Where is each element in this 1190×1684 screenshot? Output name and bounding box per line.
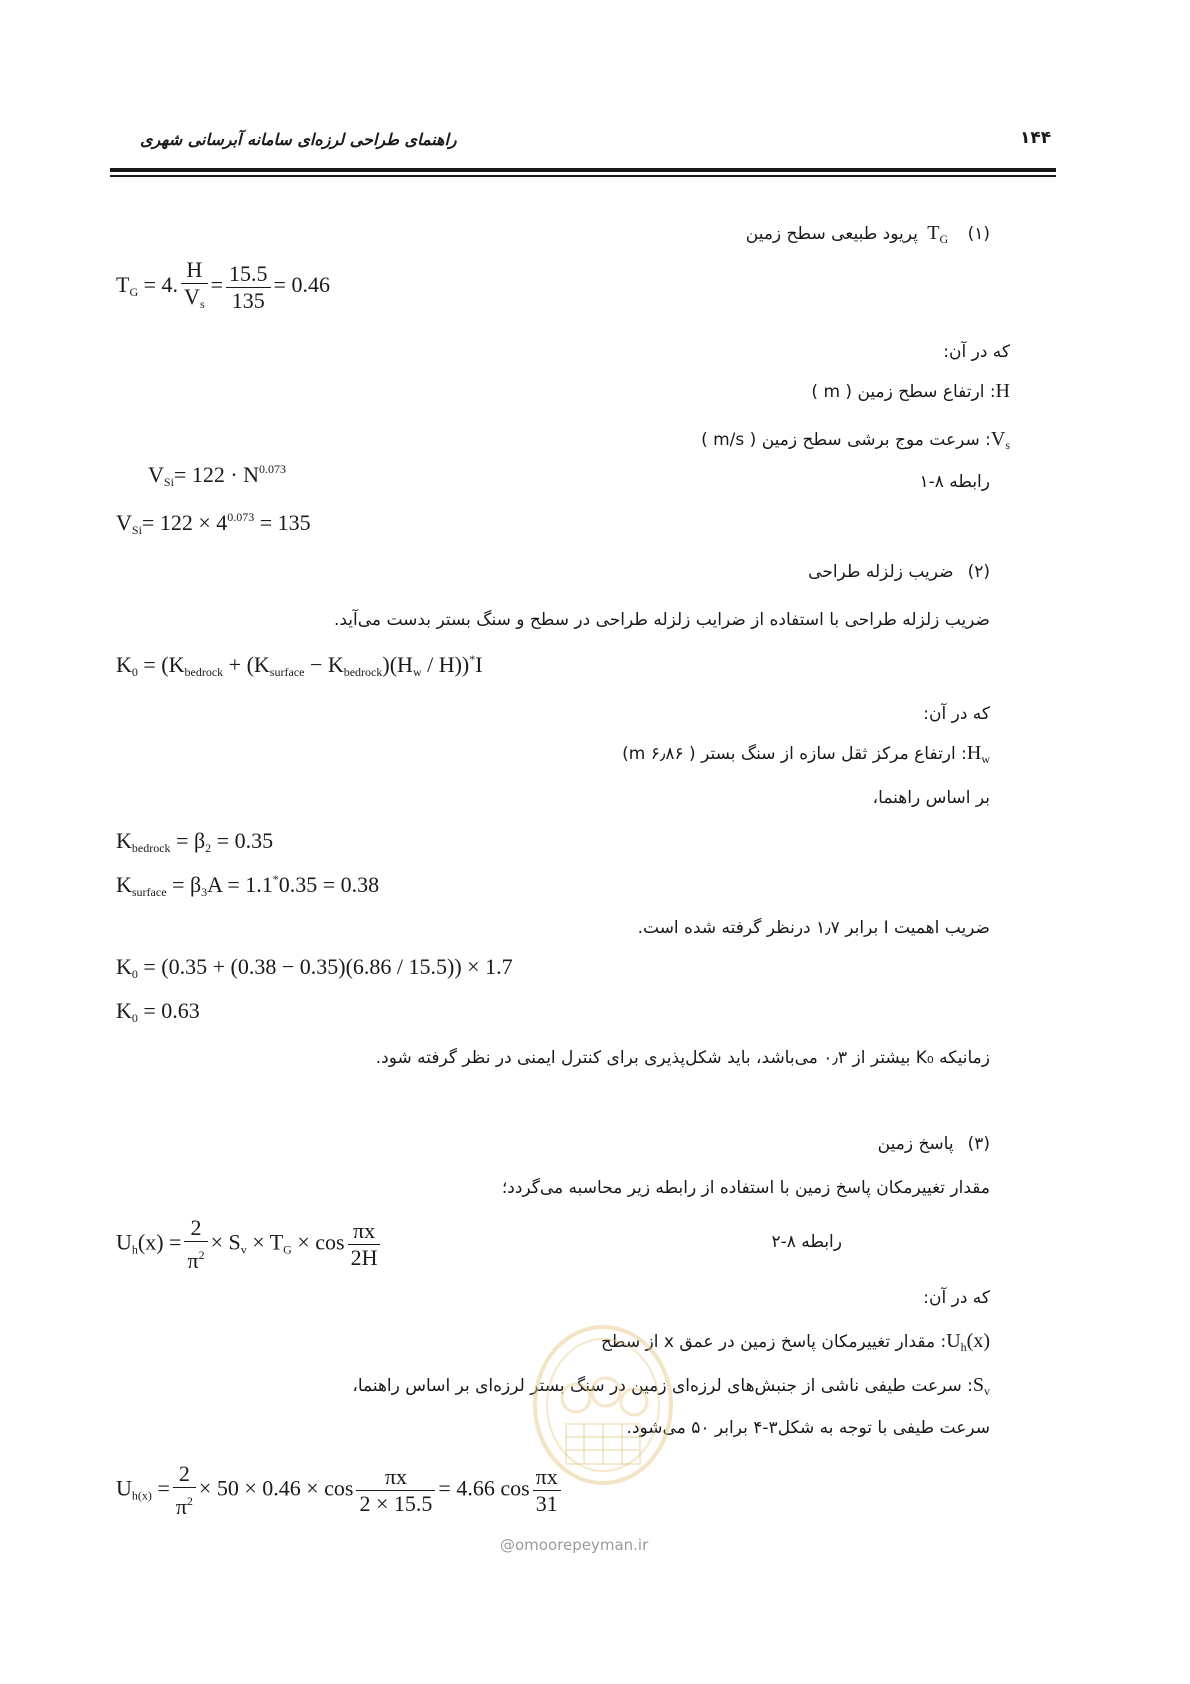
importance-factor-text: ضریب اهمیت I برابر ۱٫۷ درنظر گرفته شده است.	[637, 918, 990, 938]
k0-calc: $K_0 = (0.35 + (0.38 - 0.35)(6.86 / 15.5)) \times 1.7$	[116, 954, 513, 981]
def-vs-text: : سرعت موج برشی سطح زمین ( m/s )	[701, 430, 991, 450]
section1-where: که در آن:	[943, 342, 1010, 362]
def-h-text: : ارتفاع سطح زمین ( m )	[811, 382, 996, 402]
page-number: ۱۴۴	[1020, 128, 1052, 148]
section2-number: (۲)	[967, 562, 990, 582]
header-rule-thick	[110, 168, 1056, 172]
ductility-note: زمانیکه K₀ بیشتر از ۰٫۳ می‌باشد، باید شکل‌پذیری برای کنترل ایمنی در نظر گرفته شود.	[375, 1048, 990, 1068]
tg-formula: $T_G = 4$. $\frac{H}{V_s}$ = $\frac{15.5}{135}$ = 0.46	[116, 258, 330, 316]
def-h-symbol: H	[995, 380, 1010, 402]
uh-fraction-1: $\frac{2}{\pi^2}$	[184, 1216, 207, 1273]
def-vs	[701, 428, 1010, 453]
section1-symbol: $T_G$	[927, 222, 949, 246]
k0-formula: $K_0 = (K_{bedrock} + (K_{surface} - K_{bedrock})(H_w / H))^*I$	[116, 652, 483, 679]
vsi-calc: $V_{Si}= 122 \times 4^{0.073} = 135$	[116, 510, 311, 537]
section3-heading	[878, 1134, 990, 1154]
section2-title: ضریب زلزله طراحی	[808, 562, 954, 582]
vsi-formula: $V_{Si}= 122 \cdot N^{0.073}$	[148, 462, 287, 489]
relation-8-1-label: رابطه ۸-۱	[919, 472, 990, 492]
kbedrock-formula: $K_{bedrock} = \beta_2 = 0.35$	[116, 828, 274, 855]
uh-calc-fraction-2: $\frac{\pi x}{2 \times 15.5}$	[356, 1465, 435, 1516]
ksurface-formula: $K_{surface} = \beta_3A = 1.1^*0.35 = 0.38$	[116, 872, 380, 899]
uh-calc: $U_{h(x)}$ = $\frac{2}{\pi^2}$ × 50 × 0.46 × cos $\frac{\pi x}{2 \times 15.5}$ = 4.66 cos $\frac{\pi x}{31}$	[116, 1462, 564, 1519]
def-hw-symbol: $H_w$	[966, 742, 990, 766]
uh-calc-fraction-3: $\frac{\pi x}{31}$	[533, 1465, 561, 1516]
watermark-seal-icon	[528, 1320, 678, 1490]
section1-title: پریود طبیعی سطح زمین	[745, 224, 918, 244]
k0-result: $K_0 = 0.63$	[116, 998, 200, 1025]
tg-fraction-1: $\frac{H}{V_s}$	[181, 258, 208, 316]
def-h	[811, 380, 1010, 403]
section1-heading	[746, 222, 990, 247]
section3-title: پاسخ زمین	[877, 1134, 954, 1154]
section2-intro: ضریب زلزله طراحی با استفاده از ضرایب زلزله طراحی در سطح و سنگ بستر بدست می‌آید.	[333, 610, 990, 630]
def-hw	[622, 742, 990, 767]
section3-intro: مقدار تغییرمکان پاسخ زمین با استفاده از رابطه زیر محاسبه می‌گردد؛	[501, 1178, 990, 1198]
def-hw-text: : ارتفاع مرکز ثقل سازه از سنگ بستر ( ۶٫۸۶ m)	[622, 744, 967, 764]
section2-heading	[808, 562, 990, 582]
def-uh-text: : مقدار تغییرمکان پاسخ زمین در عمق x از سطح	[600, 1332, 947, 1352]
section3-where: که در آن:	[923, 1288, 990, 1308]
def-vs-symbol: $V_s$	[990, 428, 1010, 452]
def-sv-symbol: $S_v$	[972, 1374, 990, 1398]
sv-value-text: سرعت طیفی با توجه به شکل۳-۴ برابر ۵۰ می‌شود.	[626, 1418, 990, 1438]
uh-formula: $U_h(x)$ = $\frac{2}{\pi^2}$ × $S_v \times T_G \times \cos$ $\frac{\pi x}{2H}$	[116, 1216, 383, 1273]
section2-where: که در آن:	[923, 704, 990, 724]
section2-basis: بر اساس راهنما،	[872, 788, 990, 808]
running-header-title: راهنمای طراحی لرزه‌ای سامانه آبرسانی شهری	[140, 130, 457, 149]
def-sv-text: : سرعت طیفی ناشی از جنبش‌های لرزه‌ای زمین در سنگ بستر لرزه‌ای بر اساس راهنما،	[352, 1376, 973, 1396]
watermark-seal	[528, 1320, 678, 1490]
uh-fraction-2: $\frac{\pi x}{2H}$	[348, 1219, 381, 1270]
section1-number: (۱)	[967, 224, 990, 244]
relation-8-2-label: رابطه ۸-۲	[771, 1232, 842, 1252]
section3-number: (۳)	[967, 1134, 990, 1154]
watermark-site: @omoorepeyman.ir	[500, 1536, 649, 1554]
uh-calc-fraction-1: $\frac{2}{\pi^2}$	[173, 1462, 196, 1519]
def-uh-symbol: $U_h(x)$	[946, 1330, 990, 1354]
header-rule-thin	[110, 175, 1056, 177]
tg-fraction-2: $\frac{15.5}{135}$	[226, 262, 271, 313]
